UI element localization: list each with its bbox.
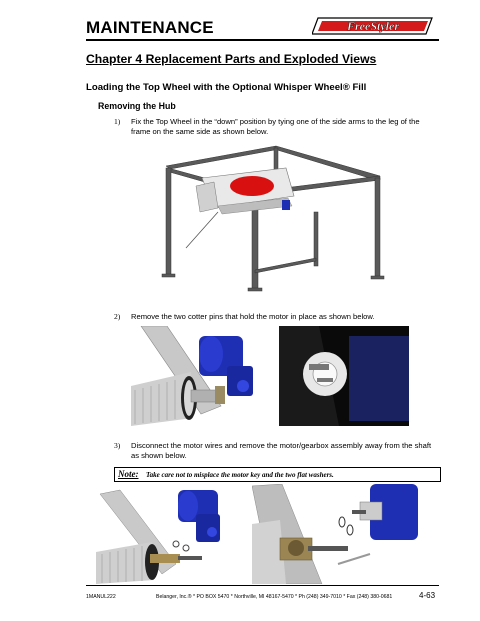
motor-cotter-pins-figure xyxy=(131,326,261,426)
footer-rule xyxy=(86,585,439,586)
header-rule xyxy=(86,39,439,41)
page-number: 4-63 xyxy=(419,591,436,600)
step-text-line1: Remove the two cotter pins that hold the motor in place as shown below. xyxy=(131,312,375,321)
step-2 xyxy=(114,312,444,324)
page-header-title: MAINTENANCE xyxy=(86,18,214,37)
note-text: Take care not to misplace the motor key and the two flat washers. xyxy=(146,471,334,479)
section-title: Loading the Top Wheel with the Optional Whisper Wheel® Fill xyxy=(86,82,367,93)
step-number: 1) xyxy=(114,117,121,126)
note-box xyxy=(114,467,441,482)
step-text-line1: Disconnect the motor wires and remove the motor/gearbox assembly away from the shaft xyxy=(131,441,432,450)
footer-address: Belanger, Inc.® * PO BOX 5470 * Northville, MI 48167-5470 * Ph (248) 349-7010 * Fax (248) 380-0681 xyxy=(156,594,393,600)
motor-removed-figure xyxy=(96,484,234,584)
svg-text:FreeStyler: FreeStyler xyxy=(347,19,399,33)
step-text-line2: frame on the same side as shown below. xyxy=(131,127,269,136)
step-text-line2: as shown below. xyxy=(131,451,187,460)
exploded-shaft-figure xyxy=(252,484,418,584)
step-text-line1: Fix the Top Wheel in the “down” position by tying one of the side arms to the leg of the xyxy=(131,117,420,126)
step-number: 2) xyxy=(114,312,121,321)
subsection-title: Removing the Hub xyxy=(98,101,176,111)
step-number: 3) xyxy=(114,441,121,450)
chapter-title: Chapter 4 Replacement Parts and Exploded Views xyxy=(86,52,377,66)
cotter-pin-closeup-figure xyxy=(279,326,409,426)
note-label: Note: xyxy=(118,469,139,479)
top-wheel-frame-figure xyxy=(156,140,386,308)
step-1 xyxy=(114,117,444,139)
step-3 xyxy=(114,441,444,463)
freestyler-logo xyxy=(312,14,438,38)
footer-doc-id: 1MANUL222 xyxy=(86,594,116,600)
